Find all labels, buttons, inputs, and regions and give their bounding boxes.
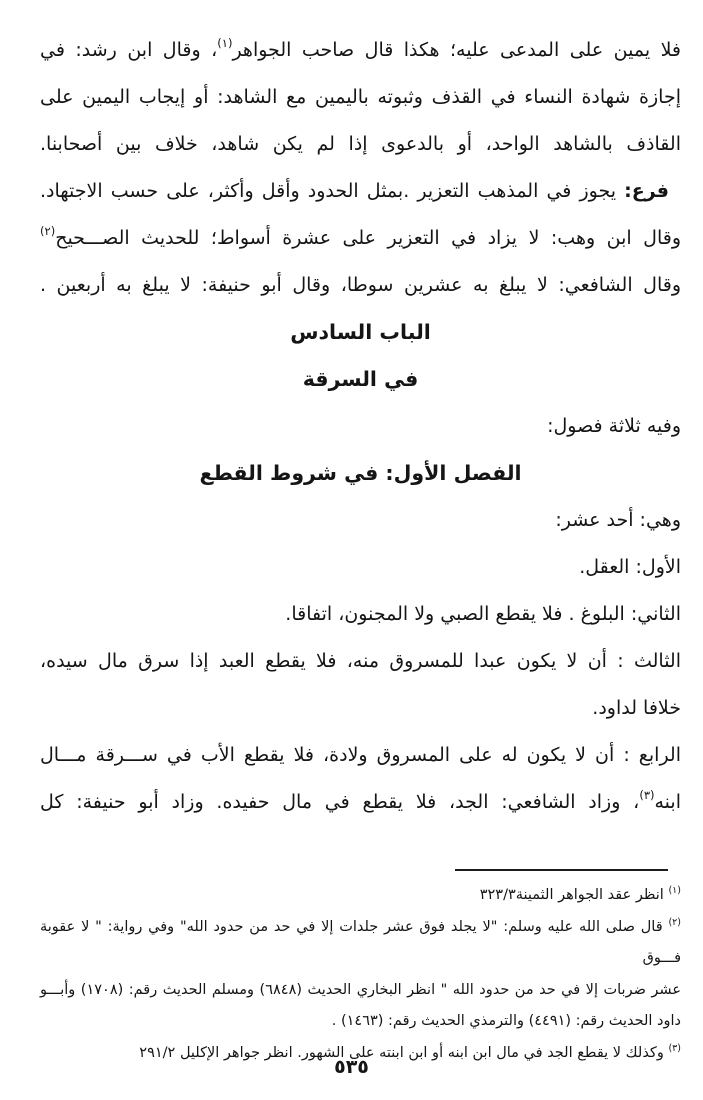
footnotes-section (40, 869, 681, 1069)
body-line-text: ، وزاد الشافعي: الجد، فلا يقطع في مال حفيده. وزاد أبو حنيفة: كل (40, 791, 640, 813)
footnote-3-marker: (٣) (668, 1042, 681, 1054)
footnote-separator (455, 869, 668, 871)
body-line: الثاني: البلوغ . فلا يقطع الصبي ولا المجنون، اتفاقا. (285, 603, 681, 625)
footnote-1 (40, 880, 681, 912)
body-line (40, 168, 681, 215)
footnote-ref-3: (٣) (639, 788, 655, 802)
body-line: وهي: أحد عشر: (555, 509, 681, 531)
footnote-2-text: قال صلى الله عليه وسلم: "لا يجلد فوق عشر جلدات إلا في حد من حدود الله" وفي رواية: " لا عقوبة فـــوق (40, 918, 681, 966)
footnote-2-line: عشر ضربات إلا في حد من حدود الله " انظر البخاري الحديث (٦٨٤٨) ومسلم الحديث رقم: (١٧٠٨) وأبـــو (40, 981, 681, 998)
footnote-ref-2: (٢) (40, 224, 56, 238)
body-text (40, 27, 681, 826)
body-line-text: يجوز في المذهب التعزير .بمثل الحدود وأقل وأكثر، على حسب الاجتهاد. (40, 180, 625, 202)
chapter-title: الباب السادس (290, 320, 431, 344)
body-line: الأول: العقل. (579, 556, 681, 578)
body-line (40, 27, 681, 74)
footnote-2-line (40, 912, 681, 975)
page-number: ٥٣٥ (334, 1056, 369, 1078)
body-line: إجازة شهادة النساء في القذف وثبوته باليمين مع الشاهد: أو إيجاب اليمين على (40, 86, 681, 108)
body-line: وقال الشافعي: لا يبلغ به عشرين سوطا، وقال أبو حنيفة: لا يبلغ به أربعين . (40, 274, 681, 296)
footnote-1-marker: (١) (668, 885, 681, 896)
chapter-intro: وفيه ثلاثة فصول: (547, 415, 681, 437)
body-line (40, 215, 681, 262)
body-line: الثالث : أن لا يكون عبدا للمسروق منه، فلا يقطع العبد إذا سرق مال سيده، (40, 650, 681, 672)
paragraph-lead: فرع: (624, 180, 669, 202)
body-line: خلافا لداود. (592, 697, 681, 719)
footnote-2-marker: (٢) (668, 916, 681, 928)
footnote-ref-1: (١) (217, 36, 233, 50)
footnote-3-text: وكذلك لا يقطع الجد في مال ابن ابنه أو ابن ابنته على الشهور. انظر جواهر الإكليل ٢٩١/٢ (139, 1044, 669, 1061)
body-line-text: ابنه (654, 791, 681, 813)
body-line-text: وقال ابن وهب: لا يزاد في التعزير على عشرة أسواط؛ للحديث الصـــحيح (55, 227, 681, 249)
body-line (40, 779, 681, 826)
footnote-2-line: داود الحديث رقم: (٤٤٩١) والترمذي الحديث رقم: (١٤٦٣) . (331, 1013, 681, 1029)
body-line-text: فلا يمين على المدعى عليه؛ هكذا قال صاحب الجواهر (232, 39, 681, 61)
body-line: القاذف بالشاهد الواحد، أو بالدعوى إذا لم يكن شاهد، خلاف بين أصحابنا. (40, 133, 681, 155)
body-line: الرابع : أن لا يكون له على المسروق ولادة، فلا يقطع الأب في ســـرقة مـــال (40, 744, 681, 766)
chapter-subtitle: في السرقة (302, 367, 419, 391)
footnote-1-text: انظر عقد الجواهر الثمينة٣٢٣/٣ (479, 887, 669, 903)
section-title: الفصل الأول: في شروط القطع (199, 461, 522, 485)
body-line-text: ، وقال ابن رشد: في (40, 39, 218, 61)
